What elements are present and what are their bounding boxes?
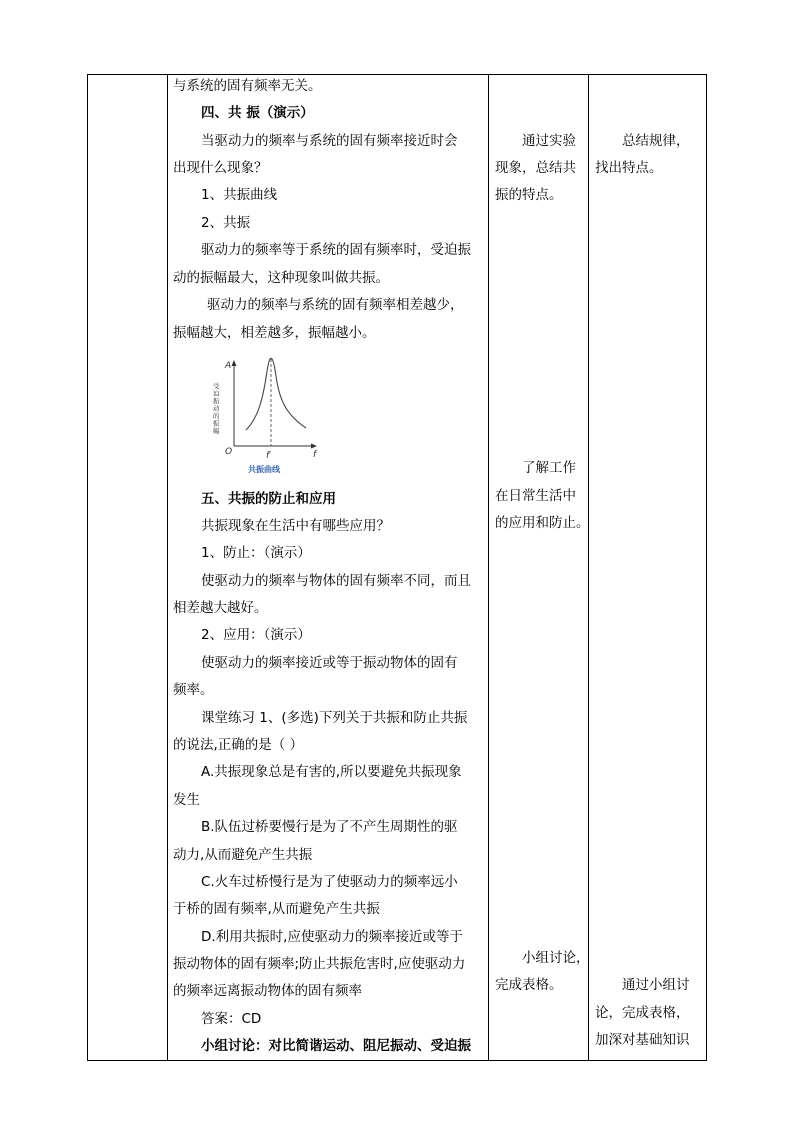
student-activity-text: 在日常生活中 [495, 488, 576, 504]
option-d: D.利用共振时,应使驱动力的频率接近或等于 [201, 929, 463, 945]
exercise-line: 课堂练习 1、(多选)下列关于共振和防止共振 [201, 710, 468, 726]
question-line: 当驱动力的频率与系统的固有频率接近时会 [201, 133, 458, 149]
resonance-curve-figure [200, 350, 330, 480]
y-axis-title-char: 幅 [213, 427, 220, 435]
student-activity-text: 现象，总结共 [495, 160, 576, 176]
option-a: 发生 [173, 792, 200, 808]
student-activity-text: 的应用和防止。 [495, 515, 590, 531]
design-intent-text: 通过小组讨 [622, 977, 690, 993]
y-axis-title-char: 振 [213, 397, 220, 405]
text-line: 频率。 [173, 682, 214, 698]
discussion-line: 小组讨论：对比简谐运动、阻尼振动、受迫振 [201, 1038, 471, 1054]
table-right-border [706, 74, 707, 1061]
option-c: 于桥的固有频率,从而避免产生共振 [173, 901, 380, 917]
column-divider-3 [588, 74, 589, 1061]
y-axis-title-char: 的 [213, 412, 220, 420]
list-item: 1、共振曲线 [201, 187, 278, 203]
y-axis-title-char: 振 [213, 419, 220, 428]
option-a: A.共振现象总是有害的,所以要避免共振现象 [201, 764, 462, 780]
definition-line: 驱动力的频率等于系统的固有频率时，受迫振 [201, 242, 471, 258]
rule-line: 振幅越大，相差越多，振幅越小。 [173, 325, 376, 341]
peak-label: f′ [266, 451, 272, 461]
question-line: 共振现象在生活中有哪些应用？ [201, 518, 390, 534]
option-b: 动力,从而避免产生共振 [173, 847, 313, 863]
list-item: 2、应用：（演示） [201, 627, 311, 643]
question-line: 出现什么现象？ [173, 160, 268, 176]
section-heading-prevention: 五、共振的防止和应用 [201, 491, 336, 507]
option-d: 的频率远离振动物体的固有频率 [173, 983, 362, 999]
text-line: 与系统的固有频率无关。 [173, 78, 322, 94]
student-activity-text: 振的特点。 [495, 187, 563, 203]
rule-line: 驱动力的频率与系统的固有频率相差越少， [207, 297, 464, 313]
definition-line: 动的振幅最大，这种现象叫做共振。 [173, 270, 389, 286]
answer-line: 答案：CD [201, 1011, 262, 1027]
option-b: B.队伍过桥要慢行是为了不产生周期性的驱 [201, 819, 458, 835]
student-activity-text: 小组讨论， [522, 950, 590, 966]
exercise-line: 的说法,正确的是（ ） [173, 737, 304, 753]
table-top-border [87, 74, 707, 75]
list-item: 2、共振 [201, 215, 251, 231]
x-axis-arrow [311, 444, 317, 449]
option-d: 振动物体的固有频率;防止共振危害时,应使驱动力 [173, 956, 466, 972]
student-activity-text: 通过实验 [522, 133, 576, 149]
origin-label: O [225, 447, 233, 457]
section-heading-resonance: 四、共 振（演示） [201, 105, 314, 121]
design-intent-text: 加深对基础知识 [595, 1032, 690, 1048]
list-item: 1、防止：（演示） [201, 545, 311, 561]
y-axis-title [213, 381, 220, 435]
axis-label-A: A [225, 361, 232, 371]
table-left-border [87, 74, 88, 1061]
y-axis-title-char: 受 [213, 382, 220, 390]
option-c: C.火车过桥慢行是为了使驱动力的频率远小 [201, 874, 458, 890]
axis-label-f: f [313, 450, 317, 460]
y-axis-title-char: 动 [213, 404, 220, 413]
y-axis-arrow [232, 360, 237, 366]
resonance-curve [246, 358, 306, 430]
text-line: 使驱动力的频率接近或等于振动物体的固有 [201, 655, 458, 671]
figure-caption: 共振曲线 [248, 465, 280, 474]
design-intent-text: 找出特点。 [595, 160, 663, 176]
student-activity-text: 了解工作 [522, 460, 576, 476]
column-divider-1 [167, 74, 168, 1061]
text-line: 使驱动力的频率与物体的固有频率不同，而且 [201, 573, 471, 589]
design-intent-text: 论，完成表格， [595, 1005, 690, 1021]
column-divider-2 [488, 74, 489, 1061]
table-bottom-border [87, 1060, 707, 1061]
y-axis-title-char: 迫 [213, 389, 220, 398]
design-intent-text: 总结规律， [622, 133, 690, 149]
text-line: 相差越大越好。 [173, 600, 268, 616]
student-activity-text: 完成表格。 [495, 977, 563, 993]
